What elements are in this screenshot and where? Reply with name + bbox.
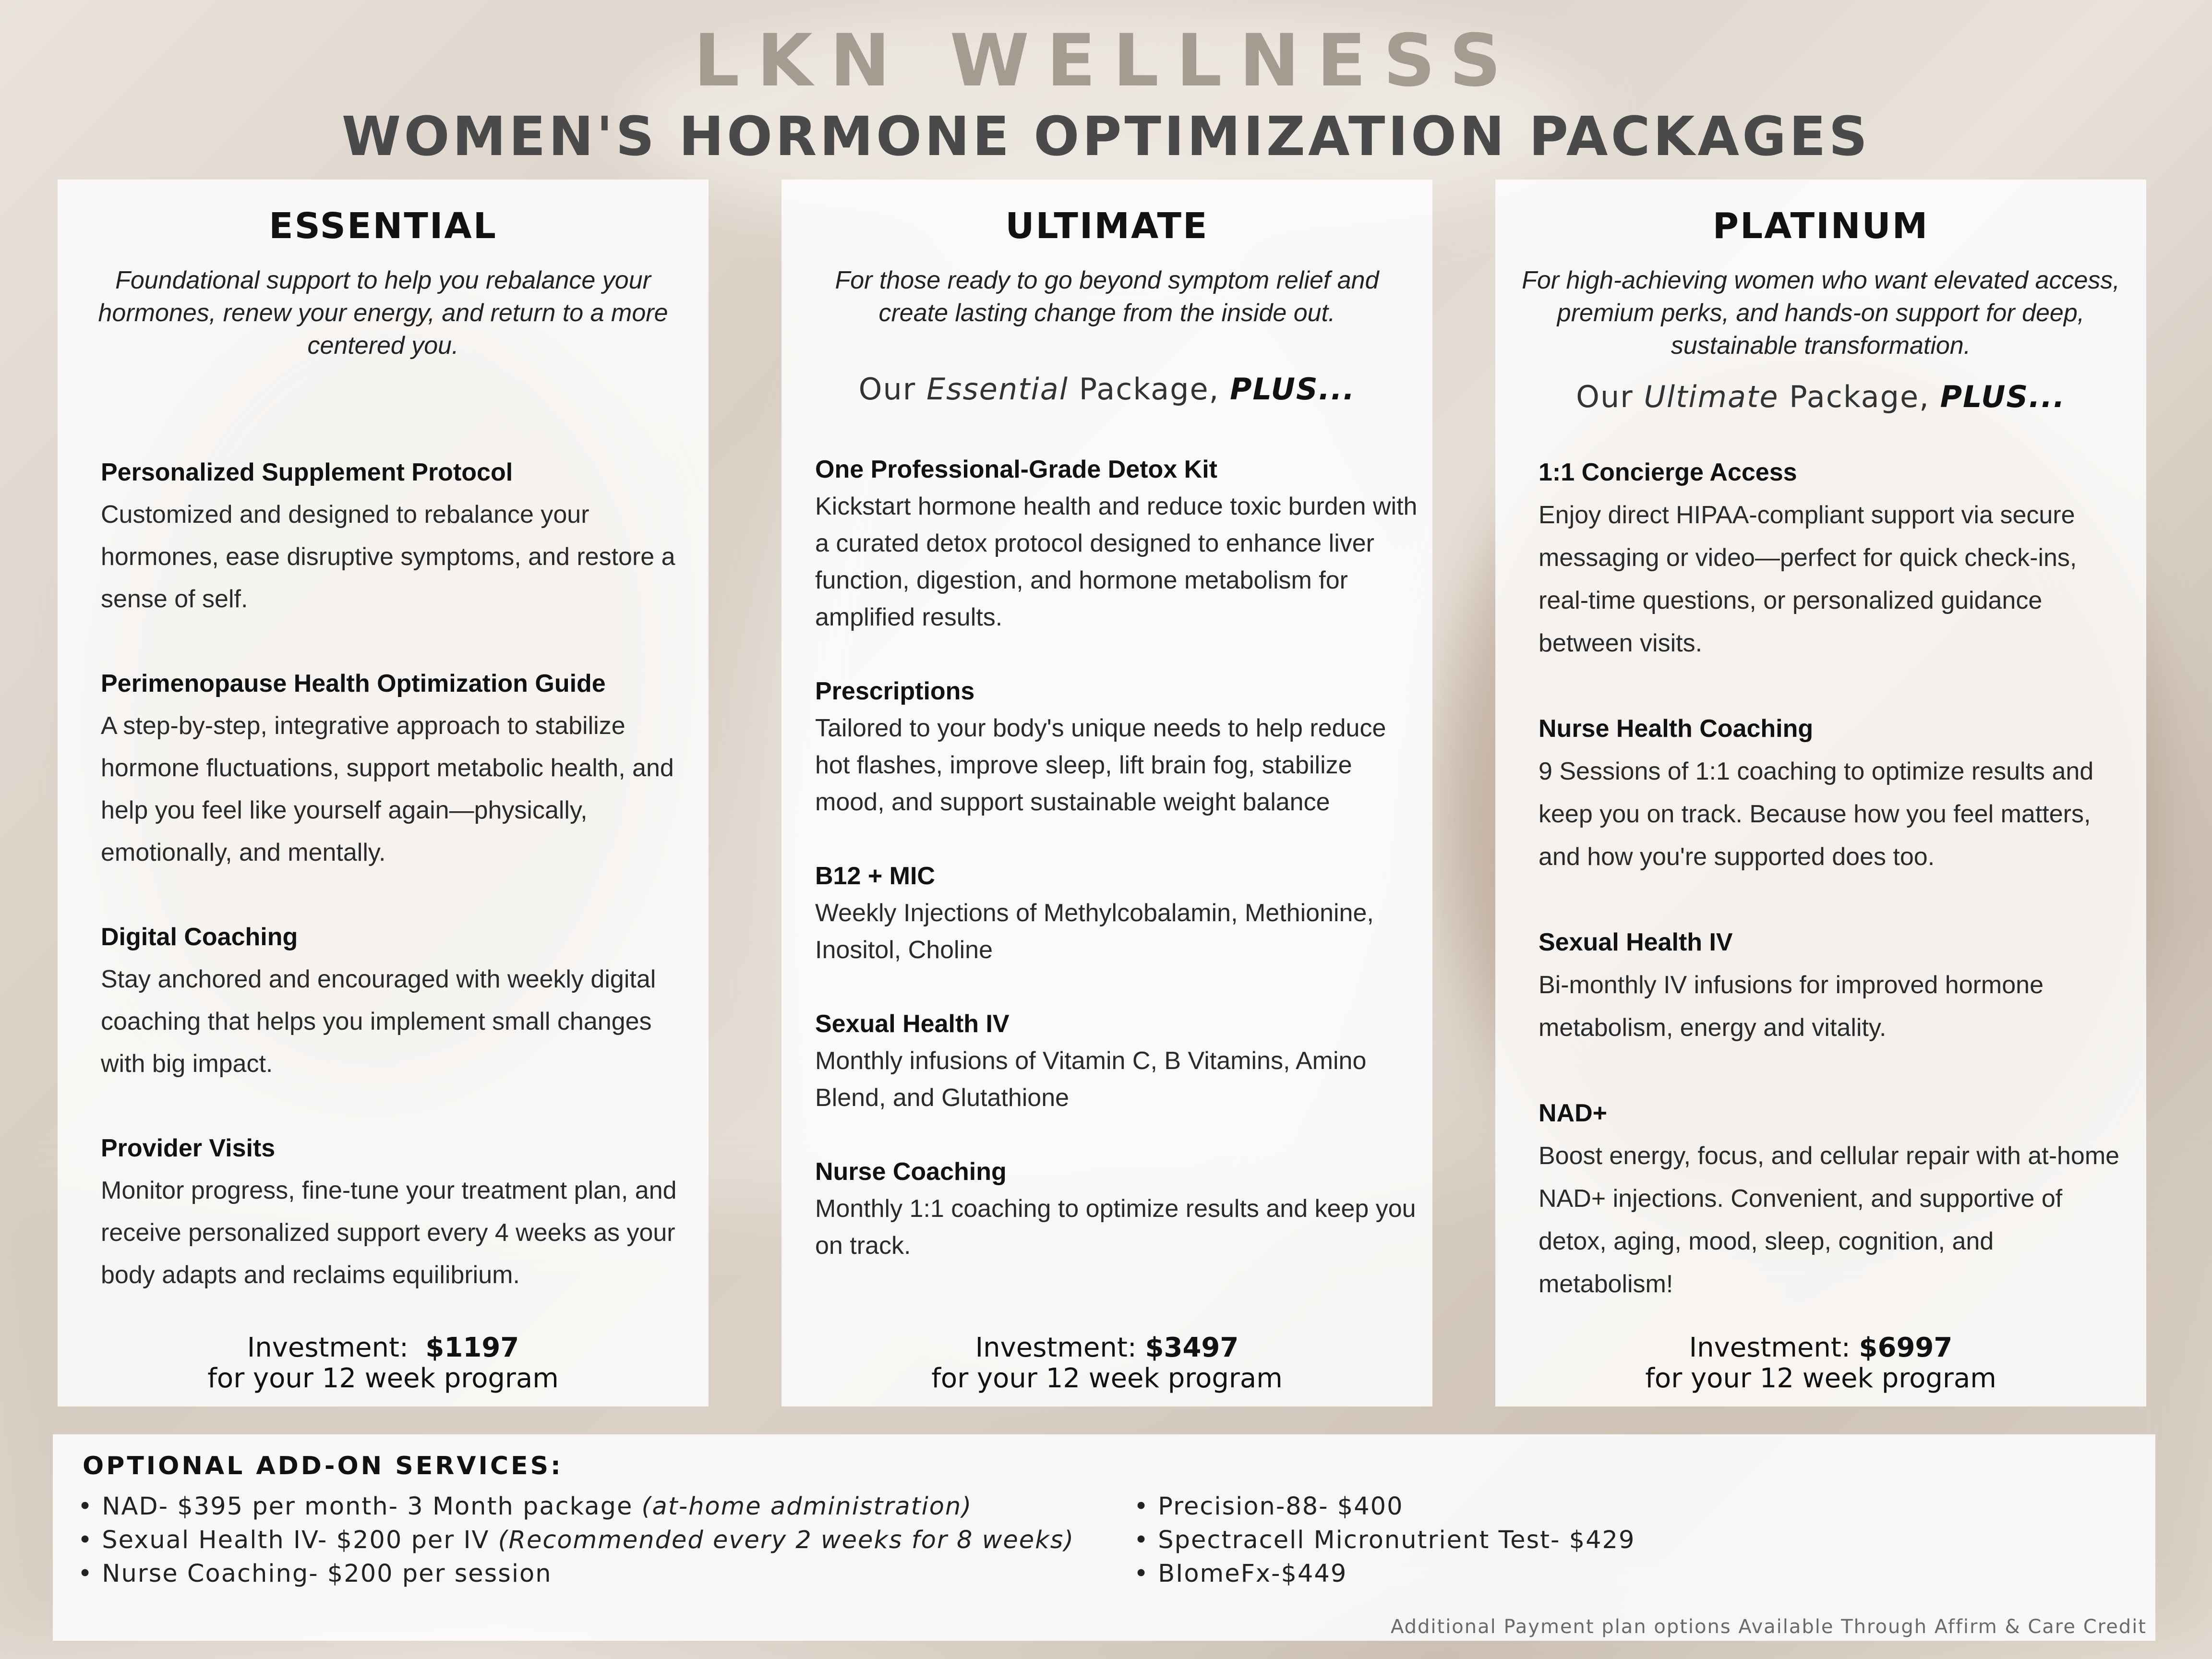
price: $6997 [1859, 1332, 1953, 1363]
plus-prefix: Our [858, 372, 916, 407]
package-card-essential [58, 180, 709, 1407]
package-name: ESSENTIAL [269, 205, 497, 247]
package-name: PLATINUM [1712, 205, 1929, 247]
addon-item [1134, 1490, 1635, 1524]
investment-label: Investment: [1689, 1332, 1851, 1363]
feature-item [1539, 921, 2127, 1049]
feature-body: A step-by-step, integrative approach to stabilize hormone fluctuations, support metabolic health, and help you feel like yourself again—physically, emotionally, and mentally. [101, 712, 674, 866]
plus-package: Essential [926, 372, 1069, 407]
addon-text: Sexual Health IV- $200 per IV [102, 1526, 490, 1554]
feature-list [1539, 451, 2127, 1348]
feature-title: Nurse Coaching [815, 1158, 1007, 1186]
addon-note: (at-home administration) [641, 1492, 973, 1521]
addon-item [1134, 1524, 1635, 1557]
price: $3497 [1145, 1332, 1239, 1363]
feature-title: Nurse Health Coaching [1539, 715, 1814, 743]
feature-item [101, 451, 685, 620]
addon-item [78, 1490, 1074, 1524]
plus-line [781, 372, 1432, 407]
feature-item [1539, 1092, 2127, 1306]
addon-services-panel [53, 1434, 2155, 1641]
package-description: Foundational support to help you rebalance your hormones, renew your energy, and return to a more centered you. [98, 266, 668, 360]
feature-item [815, 451, 1423, 636]
feature-title: Sexual Health IV [1539, 928, 1733, 956]
feature-body: Enjoy direct HIPAA-compliant support via secure messaging or video—perfect for quick check-ins, real-time questions, or personalized guidance between visits. [1539, 501, 2077, 657]
plus-prefix: Our [1576, 379, 1634, 414]
feature-item [815, 673, 1423, 821]
feature-body: Kickstart hormone health and reduce toxic burden with a curated detox protocol designed to enhance liver function, digestion, and hormone metabolism for amplified results. [815, 493, 1418, 631]
feature-body: Weekly Injections of Methylcobalamin, Methionine, Inositol, Choline [815, 899, 1374, 964]
feature-title: Sexual Health IV [815, 1010, 1010, 1038]
investment [58, 1333, 709, 1394]
payment-footnote: Additional Payment plan options Available Through Affirm & Care Credit [1390, 1616, 2147, 1638]
investment [781, 1333, 1432, 1394]
feature-body: Monthly infusions of Vitamin C, B Vitamins, Amino Blend, and Glutathione [815, 1047, 1367, 1112]
feature-body: Stay anchored and encouraged with weekly digital coaching that helps you implement small changes with big impact. [101, 965, 656, 1078]
addon-text: Precision-88- $400 [1158, 1492, 1404, 1521]
feature-item [1539, 451, 2127, 665]
feature-title: One Professional-Grade Detox Kit [815, 456, 1217, 483]
addon-list-right [1134, 1490, 1635, 1591]
feature-item [101, 916, 685, 1085]
brand-title: LKN WELLNESS [694, 19, 1518, 103]
addon-text: Nurse Coaching- $200 per session [102, 1560, 552, 1588]
feature-body: Boost energy, focus, and cellular repair with at-home NAD+ injections. Convenient, and supportive of detox, aging, mood, sleep, cognition, and metabolism! [1539, 1142, 2120, 1298]
addon-item [78, 1557, 1074, 1591]
feature-body: Tailored to your body's unique needs to help reduce hot flashes, improve sleep, lift brain fog, stabilize mood, and support sustainable weight balance [815, 714, 1386, 816]
addons-title: OPTIONAL ADD-ON SERVICES: [83, 1452, 563, 1480]
program-length: for your 12 week program [1645, 1363, 1996, 1394]
addon-item [1134, 1557, 1635, 1591]
package-description: For high-achieving women who want elevated access, premium perks, and hands-on support for deep, sustainable transformation. [1522, 266, 2120, 360]
program-length: for your 12 week program [207, 1363, 559, 1394]
plus-middle: Package, [1079, 372, 1220, 407]
investment [1495, 1333, 2146, 1394]
investment-label: Investment: [247, 1332, 409, 1363]
plus-middle: Package, [1789, 379, 1930, 414]
plus-suffix: PLUS... [1940, 379, 2066, 414]
package-card-ultimate [781, 180, 1432, 1407]
feature-title: Provider Visits [101, 1134, 276, 1162]
feature-title: 1:1 Concierge Access [1539, 458, 1797, 486]
plus-package: Ultimate [1644, 379, 1779, 414]
feature-item [815, 858, 1423, 969]
feature-title: Perimenopause Health Optimization Guide [101, 670, 606, 697]
feature-body: Customized and designed to rebalance your hormones, ease disruptive symptoms, and restore a sense of self. [101, 501, 675, 613]
investment-label: Investment: [975, 1332, 1137, 1363]
feature-title: Digital Coaching [101, 923, 298, 951]
addon-note: (Recommended every 2 weeks for 8 weeks) [498, 1526, 1075, 1554]
feature-title: NAD+ [1539, 1099, 1608, 1127]
feature-body: Monthly 1:1 coaching to optimize results and keep you on track. [815, 1195, 1416, 1260]
plus-suffix: PLUS... [1230, 372, 1356, 407]
feature-title: B12 + MIC [815, 862, 935, 890]
addon-item [78, 1524, 1074, 1557]
feature-list [101, 451, 685, 1338]
addon-text: NAD- $395 per month- 3 Month package [102, 1492, 633, 1521]
feature-item [101, 1127, 685, 1296]
plus-line [1495, 379, 2146, 414]
addon-text: BIomeFx-$449 [1158, 1560, 1347, 1588]
program-length: for your 12 week program [931, 1363, 1283, 1394]
feature-body: Monitor progress, fine-tune your treatment plan, and receive personalized support every 4 weeks as your body adapts and reclaims equilibrium. [101, 1177, 677, 1289]
price: $1197 [425, 1332, 519, 1363]
feature-body: 9 Sessions of 1:1 coaching to optimize results and keep you on track. Because how you feel matters, and how you're supported does too. [1539, 757, 2094, 871]
feature-title: Prescriptions [815, 677, 975, 705]
feature-item [1539, 708, 2127, 878]
feature-item [815, 1154, 1423, 1264]
package-description: For those ready to go beyond symptom relief and create lasting change from the inside out. [835, 266, 1379, 327]
feature-item [101, 662, 685, 874]
feature-item [815, 1006, 1423, 1117]
package-name: ULTIMATE [1005, 205, 1209, 247]
feature-title: Personalized Supplement Protocol [101, 458, 513, 486]
feature-body: Bi-monthly IV infusions for improved hormone metabolism, energy and vitality. [1539, 971, 2044, 1042]
package-card-platinum [1495, 180, 2146, 1407]
page-subtitle: WOMEN'S HORMONE OPTIMIZATION PACKAGES [341, 106, 1871, 168]
addon-list-left [78, 1490, 1074, 1591]
feature-list [815, 451, 1423, 1301]
addon-text: Spectracell Micronutrient Test- $429 [1158, 1526, 1635, 1554]
